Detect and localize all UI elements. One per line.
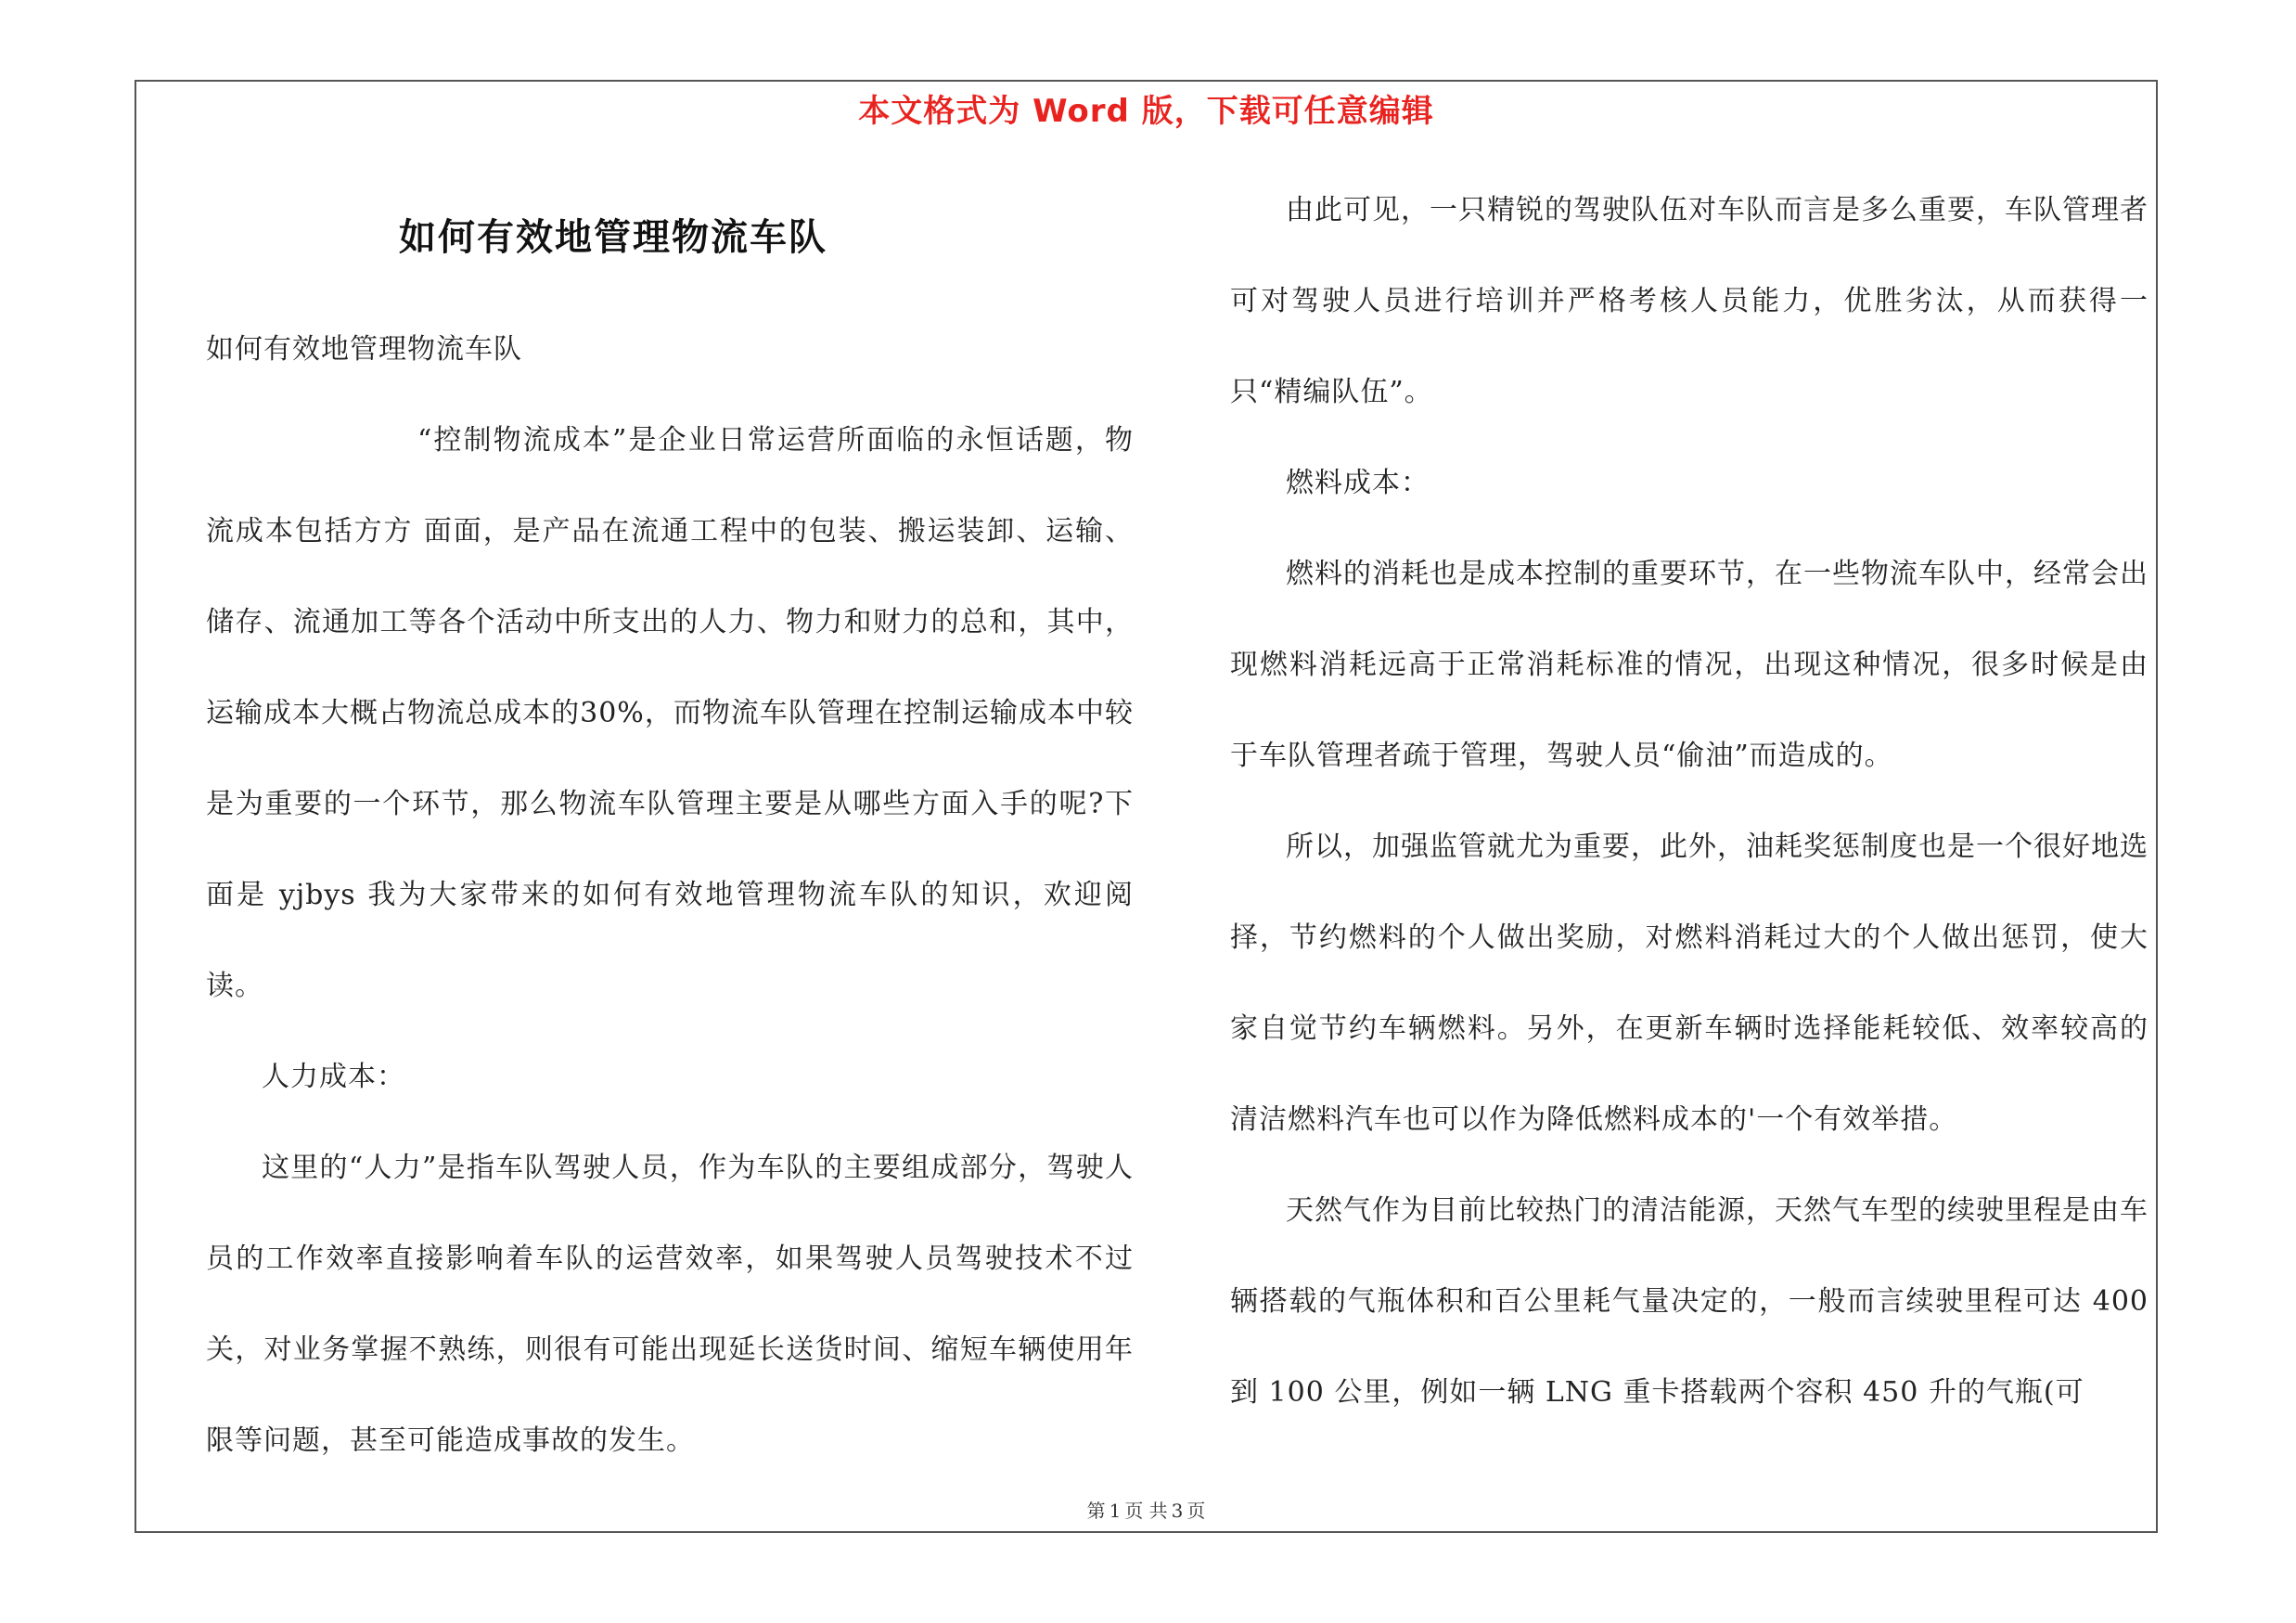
subtitle-line: 如何有效地管理物流车队 <box>206 333 522 366</box>
section-heading-fuel: 燃料成本： <box>1286 467 1430 499</box>
fuel-paragraph: 燃料的消耗也是成本控制的重要环节，在一些物流车队中，经常会出现燃料消耗远高于正常消耗标准的情况，出现这种情况，很多时候是由于车队管理者疏于管理，驾驶人员“偷油”而造成的。 <box>1230 558 2148 772</box>
section-heading-labor: 人力成本： <box>262 1061 405 1093</box>
team-paragraph: 由此可见，一只精锐的驾驶队伍对车队而言是多么重要，车队管理者可对驾驶人员进行培训并严格考核人员能力，优胜劣汰，从而获得一只“精编队伍”。 <box>1230 194 2148 408</box>
intro-paragraph: “控制物流成本”是企业日常运营所面临的永恒话题，物流成本包括方方 面面，是产品在流通工程中的包装、搬运装卸、运输、储存、流通加工等各个活动中所支出的人力、物力和财力的总和，其中，运输成本大概占物流总成本的30%，而物流车队管理在控制运输成本中较是为重要的一个环节，那么物流车队管理主要是从哪些方面入手的呢?下面是 yjbys 我为大家带来的如何有效地管理物流车队的知识，欢迎阅读。 <box>206 424 1134 1002</box>
footer-total-pages: 3 <box>1171 1500 1184 1522</box>
footer-middle: 页 共 <box>1124 1500 1168 1522</box>
footer-prefix: 第 <box>1086 1500 1106 1522</box>
right-column <box>1230 165 2148 1438</box>
footer-page-number: 1 <box>1109 1500 1122 1522</box>
format-banner: 本文格式为 Word 版，下载可任意编辑 <box>858 93 1434 130</box>
labor-paragraph: 这里的“人力”是指车队驾驶人员，作为车队的主要组成部分，驾驶人员的工作效率直接影响着车队的运营效率，如果驾驶人员驾驶技术不过关，对业务掌握不熟练，则很有可能出现延长送货时间、缩短车辆使用年限等问题，甚至可能造成事故的发生。 <box>206 1152 1134 1457</box>
left-column <box>206 304 1134 1487</box>
footer-suffix: 页 <box>1186 1500 1206 1522</box>
natural-gas-paragraph: 天然气作为目前比较热门的清洁能源，天然气车型的续驶里程是由车辆搭载的气瓶体积和百公里耗气量决定的，一般而言续驶里程可达 400 到 100 公里，例如一辆 LNG 重卡搭载两个容积 450 升的气瓶(可 <box>1230 1194 2148 1409</box>
document-title: 如何有效地管理物流车队 <box>399 215 827 259</box>
supervision-paragraph: 所以，加强监管就尤为重要，此外，油耗奖惩制度也是一个很好地选择，节约燃料的个人做出奖励，对燃料消耗过大的个人做出惩罚，使大家自觉节约车辆燃料。另外，在更新车辆时选择能耗较低、效率较高的清洁燃料汽车也可以作为降低燃料成本的'一个有效举措。 <box>1230 831 2148 1136</box>
page-footer <box>135 1496 2158 1523</box>
